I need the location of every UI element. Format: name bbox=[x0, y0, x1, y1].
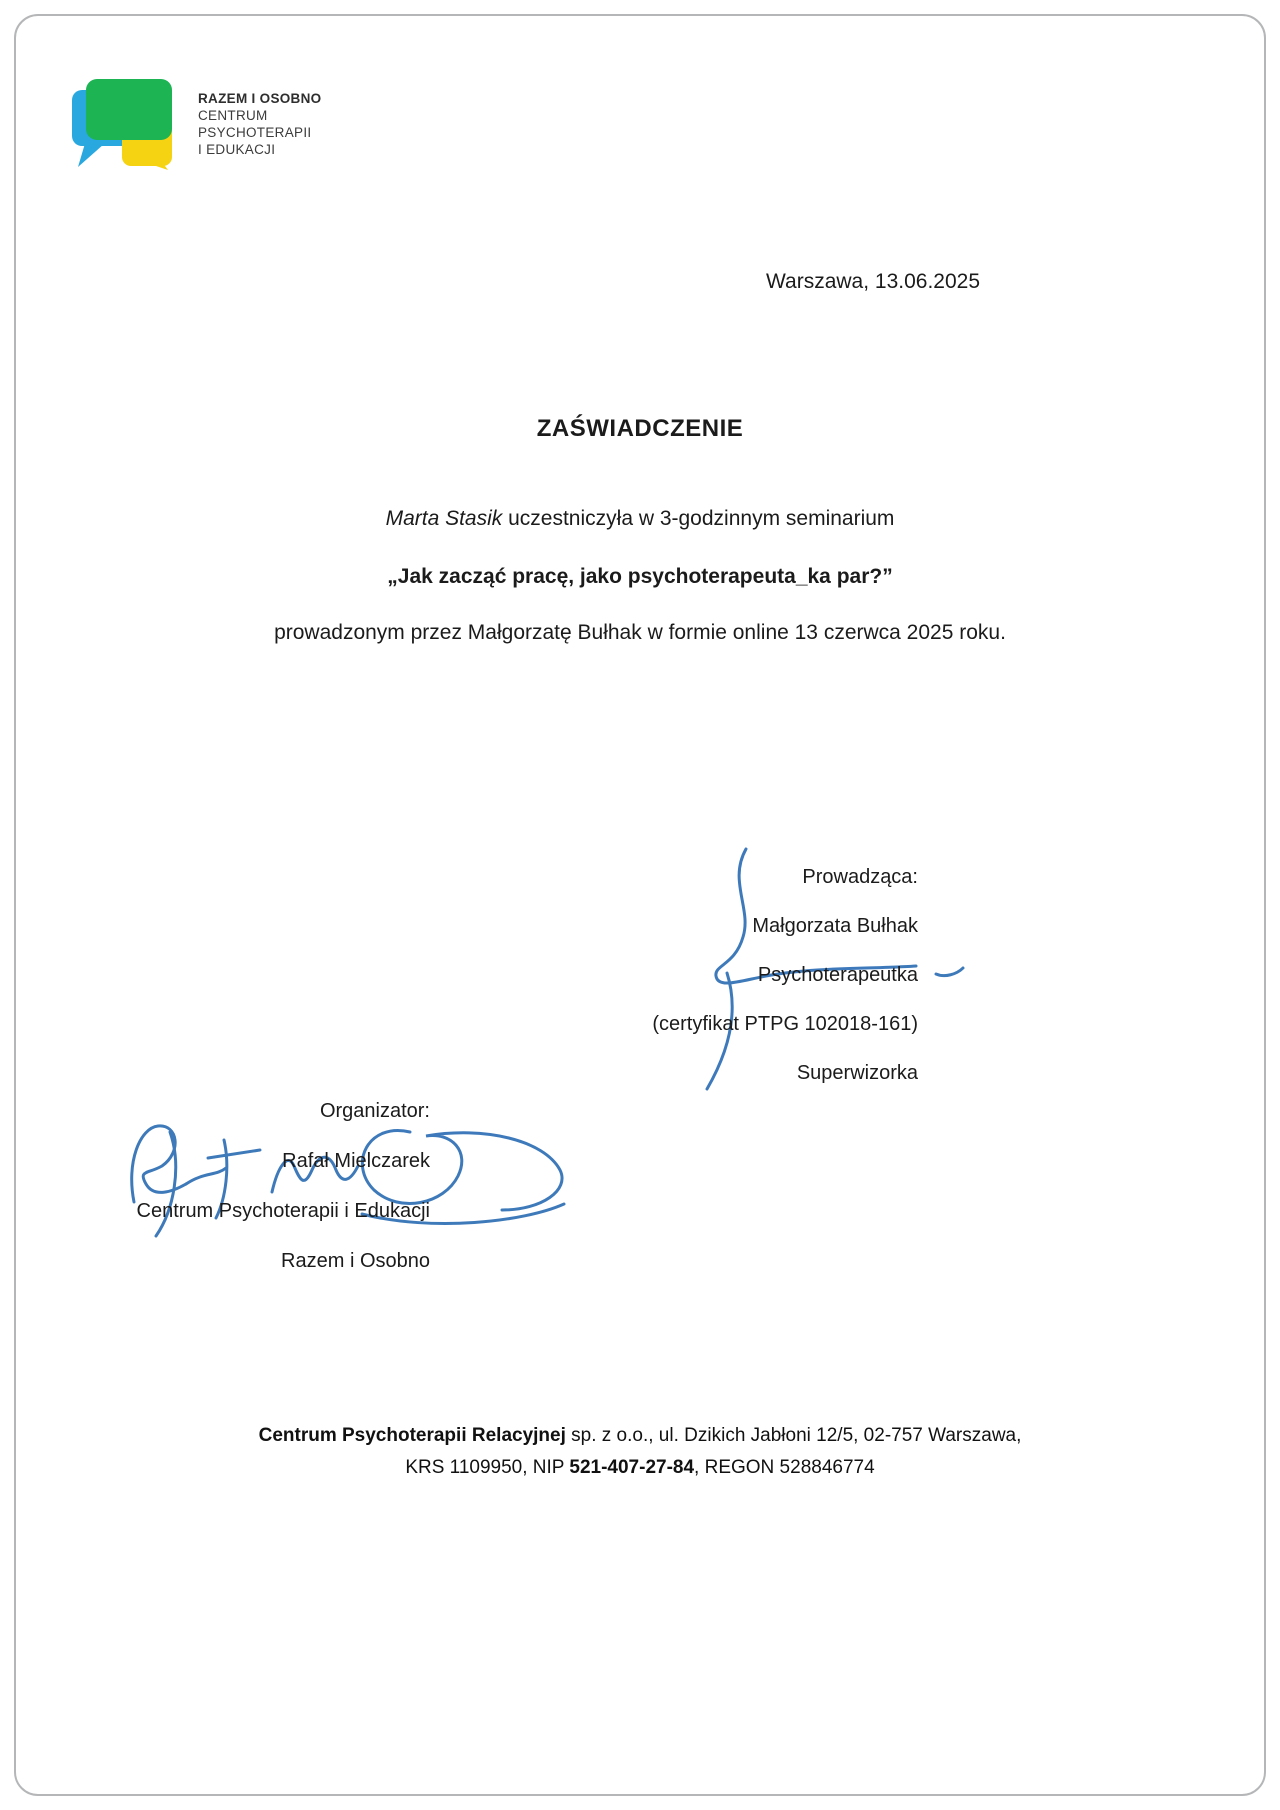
conducted-line: prowadzonym przez Małgorzatę Bułhak w formie online 13 czerwca 2025 roku. bbox=[274, 621, 1006, 644]
logo-line-psychoterapii: PSYCHOTERAPII bbox=[198, 124, 312, 140]
footer-line-2 bbox=[0, 1452, 1280, 1484]
participation-line bbox=[0, 507, 1280, 531]
footer-line-1 bbox=[0, 1420, 1280, 1452]
footer-nip: 521-407-27-84 bbox=[569, 1457, 695, 1478]
facilitator-name: Małgorzata Bułhak bbox=[752, 915, 918, 937]
facilitator-role2: Superwizorka bbox=[796, 1062, 918, 1084]
footer bbox=[0, 1420, 1280, 1484]
footer-regon: , REGON 528846774 bbox=[694, 1457, 875, 1478]
organizer-org-line1: Centrum Psychoterapii i Edukacji bbox=[136, 1200, 430, 1222]
facilitator-block bbox=[652, 866, 918, 1111]
page-border-frame bbox=[14, 14, 1266, 1796]
facilitator-certificate: (certyfikat PTPG 102018-161) bbox=[652, 1013, 918, 1035]
footer-krs: KRS 1109950, NIP bbox=[405, 1457, 570, 1478]
participant-name: Marta Stasik bbox=[385, 507, 503, 530]
speech-bubbles-logo-icon bbox=[70, 76, 182, 171]
logo-line-centrum: CENTRUM bbox=[198, 107, 268, 123]
document-title: ZAŚWIADCZENIE bbox=[536, 415, 744, 442]
dateline: Warszawa, 13.06.2025 bbox=[765, 270, 980, 293]
logo-text bbox=[198, 90, 321, 158]
organizer-org-line2: Razem i Osobno bbox=[281, 1250, 430, 1272]
organizer-block bbox=[137, 1100, 430, 1300]
footer-address: sp. z o.o., ul. Dzikich Jabłoni 12/5, 02-757 Warszawa, bbox=[565, 1425, 1022, 1446]
organizer-name: Rafał Mielczarek bbox=[282, 1150, 430, 1172]
logo bbox=[70, 76, 321, 171]
facilitator-label: Prowadząca: bbox=[802, 866, 918, 888]
facilitator-role: Psychoterapeutka bbox=[757, 964, 918, 986]
participation-text: uczestniczyła w 3-godzinnym seminarium bbox=[502, 507, 895, 530]
seminar-title: „Jak zacząć pracę, jako psychoterapeuta_ka par?” bbox=[387, 565, 893, 588]
organizer-label: Organizator: bbox=[319, 1100, 430, 1122]
logo-line-edukacji: I EDUKACJI bbox=[198, 141, 276, 157]
footer-company-name: Centrum Psychoterapii Relacyjnej bbox=[258, 1425, 566, 1446]
logo-brand: RAZEM I OSOBNO bbox=[198, 90, 322, 106]
